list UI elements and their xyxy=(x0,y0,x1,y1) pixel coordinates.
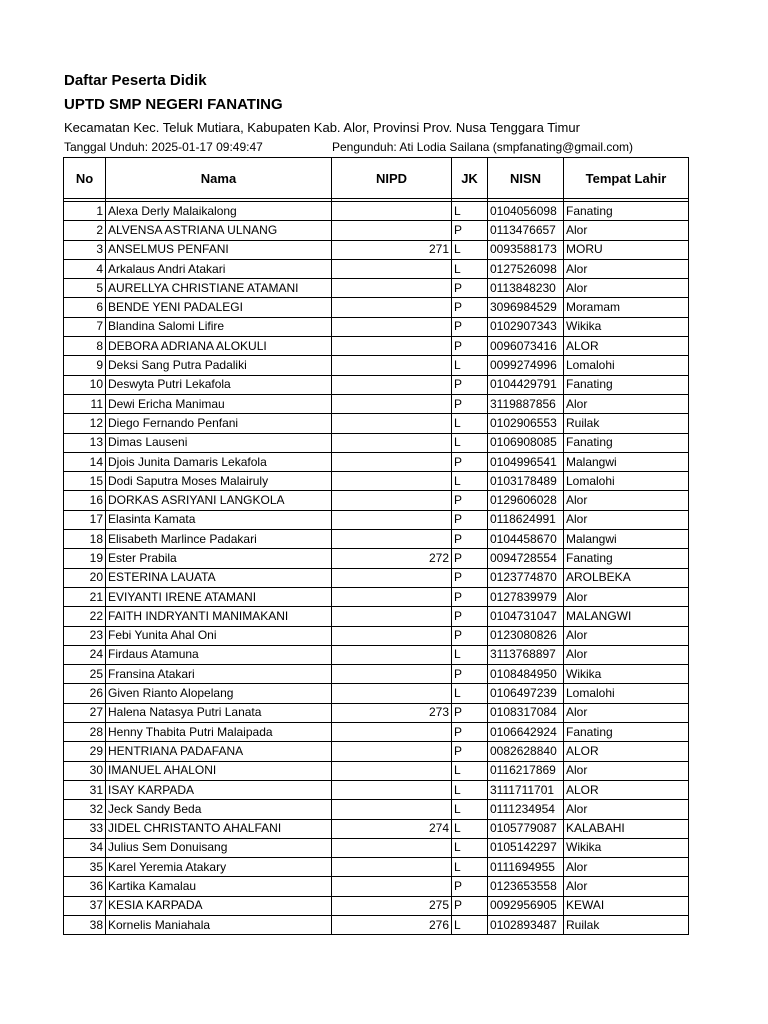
cell-nipd xyxy=(332,607,452,626)
cell-nipd xyxy=(332,433,452,452)
cell-jk: P xyxy=(452,665,488,684)
cell-nipd xyxy=(332,356,452,375)
cell-nama: Elasinta Kamata xyxy=(106,510,332,529)
cell-no: 9 xyxy=(64,356,106,375)
cell-jk: P xyxy=(452,394,488,413)
cell-no: 19 xyxy=(64,549,106,568)
cell-nisn: 0102906553 xyxy=(488,414,564,433)
cell-no: 18 xyxy=(64,530,106,549)
cell-no: 12 xyxy=(64,414,106,433)
table-row xyxy=(64,356,689,375)
cell-tempat-lahir: Lomalohi xyxy=(564,356,689,375)
table-row xyxy=(64,337,689,356)
cell-jk: P xyxy=(452,568,488,587)
cell-jk: P xyxy=(452,549,488,568)
cell-nama: Ester Prabila xyxy=(106,549,332,568)
cell-nama: ISAY KARPADA xyxy=(106,780,332,799)
cell-nama: Dimas Lauseni xyxy=(106,433,332,452)
cell-tempat-lahir: Ruilak xyxy=(564,414,689,433)
cell-jk: L xyxy=(452,780,488,799)
header-tempat-lahir: Tempat Lahir xyxy=(564,158,689,199)
cell-no: 11 xyxy=(64,394,106,413)
cell-nipd xyxy=(332,568,452,587)
table-row xyxy=(64,530,689,549)
cell-no: 37 xyxy=(64,896,106,915)
cell-nama: IMANUEL AHALONI xyxy=(106,761,332,780)
cell-jk: P xyxy=(452,375,488,394)
cell-jk: P xyxy=(452,317,488,336)
cell-nisn: 0118624991 xyxy=(488,510,564,529)
cell-nipd xyxy=(332,298,452,317)
cell-tempat-lahir: ALOR xyxy=(564,742,689,761)
cell-jk: P xyxy=(452,279,488,298)
table-row xyxy=(64,626,689,645)
table-row xyxy=(64,452,689,471)
cell-nipd xyxy=(332,221,452,240)
table-row xyxy=(64,703,689,722)
cell-nipd xyxy=(332,472,452,491)
downloader-info: Pengunduh: Ati Lodia Sailana (smpfanating@gmail.com) xyxy=(332,140,634,154)
cell-nisn: 0123080826 xyxy=(488,626,564,645)
cell-tempat-lahir: ALOR xyxy=(564,780,689,799)
cell-no: 20 xyxy=(64,568,106,587)
cell-tempat-lahir: Alor xyxy=(564,491,689,510)
cell-nama: Kartika Kamalau xyxy=(106,877,332,896)
cell-tempat-lahir: Wikika xyxy=(564,665,689,684)
cell-jk: L xyxy=(452,433,488,452)
cell-jk: P xyxy=(452,337,488,356)
document-title: Daftar Peserta Didik xyxy=(64,72,207,89)
cell-tempat-lahir: Alor xyxy=(564,394,689,413)
cell-no: 23 xyxy=(64,626,106,645)
cell-nama: Halena Natasya Putri Lanata xyxy=(106,703,332,722)
cell-jk: L xyxy=(452,202,488,221)
cell-nama: Henny Thabita Putri Malaipada xyxy=(106,723,332,742)
cell-nipd xyxy=(332,510,452,529)
cell-nama: FAITH INDRYANTI MANIMAKANI xyxy=(106,607,332,626)
cell-nipd: 274 xyxy=(332,819,452,838)
cell-jk: L xyxy=(452,838,488,857)
cell-nipd xyxy=(332,665,452,684)
cell-jk: P xyxy=(452,530,488,549)
table-row xyxy=(64,877,689,896)
cell-jk: P xyxy=(452,896,488,915)
table-row xyxy=(64,723,689,742)
cell-tempat-lahir: Alor xyxy=(564,645,689,664)
cell-nipd: 272 xyxy=(332,549,452,568)
cell-tempat-lahir: Fanating xyxy=(564,433,689,452)
cell-nipd xyxy=(332,452,452,471)
cell-nama: DEBORA ADRIANA ALOKULI xyxy=(106,337,332,356)
cell-no: 14 xyxy=(64,452,106,471)
table-row xyxy=(64,742,689,761)
table-row xyxy=(64,819,689,838)
header-nama: Nama xyxy=(106,158,332,199)
cell-no: 25 xyxy=(64,665,106,684)
cell-tempat-lahir: Wikika xyxy=(564,317,689,336)
cell-nisn: 0102893487 xyxy=(488,915,564,934)
cell-jk: P xyxy=(452,877,488,896)
cell-nama: Elisabeth Marlince Padakari xyxy=(106,530,332,549)
cell-jk: P xyxy=(452,723,488,742)
cell-nama: Blandina Salomi Lifire xyxy=(106,317,332,336)
cell-jk: P xyxy=(452,703,488,722)
cell-jk: L xyxy=(452,915,488,934)
table-row xyxy=(64,684,689,703)
cell-nisn: 0116217869 xyxy=(488,761,564,780)
cell-nipd xyxy=(332,530,452,549)
cell-nipd: 271 xyxy=(332,240,452,259)
cell-tempat-lahir: Alor xyxy=(564,858,689,877)
cell-nama: Febi Yunita Ahal Oni xyxy=(106,626,332,645)
school-name: UPTD SMP NEGERI FANATING xyxy=(64,96,283,113)
cell-jk: L xyxy=(452,259,488,278)
header-nipd: NIPD xyxy=(332,158,452,199)
cell-no: 13 xyxy=(64,433,106,452)
cell-tempat-lahir: Alor xyxy=(564,279,689,298)
cell-nisn: 0106642924 xyxy=(488,723,564,742)
cell-jk: L xyxy=(452,800,488,819)
cell-tempat-lahir: Fanating xyxy=(564,549,689,568)
table-row xyxy=(64,780,689,799)
cell-no: 17 xyxy=(64,510,106,529)
cell-no: 32 xyxy=(64,800,106,819)
cell-nama: ESTERINA LAUATA xyxy=(106,568,332,587)
cell-tempat-lahir: AROLBEKA xyxy=(564,568,689,587)
cell-tempat-lahir: Lomalohi xyxy=(564,472,689,491)
cell-nama: KESIA KARPADA xyxy=(106,896,332,915)
table-row xyxy=(64,915,689,934)
table-row xyxy=(64,665,689,684)
cell-no: 34 xyxy=(64,838,106,857)
cell-no: 7 xyxy=(64,317,106,336)
cell-nisn: 0113848230 xyxy=(488,279,564,298)
cell-jk: P xyxy=(452,626,488,645)
cell-no: 28 xyxy=(64,723,106,742)
cell-no: 33 xyxy=(64,819,106,838)
table-row xyxy=(64,568,689,587)
cell-no: 1 xyxy=(64,202,106,221)
cell-tempat-lahir: Malangwi xyxy=(564,530,689,549)
cell-nipd xyxy=(332,684,452,703)
cell-jk: L xyxy=(452,761,488,780)
cell-tempat-lahir: Alor xyxy=(564,761,689,780)
cell-nipd xyxy=(332,858,452,877)
cell-jk: L xyxy=(452,645,488,664)
cell-nisn: 3113768897 xyxy=(488,645,564,664)
table-row xyxy=(64,491,689,510)
cell-tempat-lahir: Ruilak xyxy=(564,915,689,934)
cell-jk: P xyxy=(452,510,488,529)
table-row xyxy=(64,858,689,877)
cell-nipd xyxy=(332,723,452,742)
cell-nisn: 0123774870 xyxy=(488,568,564,587)
cell-no: 29 xyxy=(64,742,106,761)
cell-nisn: 0106497239 xyxy=(488,684,564,703)
table-row xyxy=(64,394,689,413)
table-row xyxy=(64,607,689,626)
download-date: Tanggal Unduh: 2025-01-17 09:49:47 xyxy=(64,140,263,154)
cell-tempat-lahir: Alor xyxy=(564,877,689,896)
student-table xyxy=(63,157,689,935)
cell-nama: Deksi Sang Putra Padaliki xyxy=(106,356,332,375)
cell-no: 15 xyxy=(64,472,106,491)
table-row xyxy=(64,279,689,298)
table-row xyxy=(64,298,689,317)
cell-tempat-lahir: KALABAHI xyxy=(564,819,689,838)
table-row xyxy=(64,587,689,606)
cell-nisn: 0105779087 xyxy=(488,819,564,838)
cell-nipd: 273 xyxy=(332,703,452,722)
header-nisn: NISN xyxy=(488,158,564,199)
cell-nipd: 276 xyxy=(332,915,452,934)
cell-nama: ALVENSA ASTRIANA ULNANG xyxy=(106,221,332,240)
cell-tempat-lahir: ALOR xyxy=(564,337,689,356)
cell-nama: JIDEL CHRISTANTO AHALFANI xyxy=(106,819,332,838)
cell-no: 30 xyxy=(64,761,106,780)
cell-jk: P xyxy=(452,587,488,606)
cell-no: 6 xyxy=(64,298,106,317)
cell-no: 2 xyxy=(64,221,106,240)
cell-nisn: 3096984529 xyxy=(488,298,564,317)
table-row xyxy=(64,433,689,452)
cell-nama: Alexa Derly Malaikalong xyxy=(106,202,332,221)
cell-nisn: 0082628840 xyxy=(488,742,564,761)
table-row xyxy=(64,221,689,240)
cell-nisn: 0111694955 xyxy=(488,858,564,877)
table-row xyxy=(64,472,689,491)
cell-nisn: 0113476657 xyxy=(488,221,564,240)
cell-nama: Deswyta Putri Lekafola xyxy=(106,375,332,394)
table-header-row xyxy=(64,158,689,199)
cell-nipd xyxy=(332,259,452,278)
cell-nisn: 0096073416 xyxy=(488,337,564,356)
cell-no: 24 xyxy=(64,645,106,664)
cell-nisn: 0106908085 xyxy=(488,433,564,452)
cell-nama: HENTRIANA PADAFANA xyxy=(106,742,332,761)
cell-tempat-lahir: MORU xyxy=(564,240,689,259)
cell-jk: L xyxy=(452,684,488,703)
cell-no: 5 xyxy=(64,279,106,298)
cell-nama: Jeck Sandy Beda xyxy=(106,800,332,819)
cell-no: 8 xyxy=(64,337,106,356)
cell-nisn: 0092956905 xyxy=(488,896,564,915)
cell-nama: Firdaus Atamuna xyxy=(106,645,332,664)
cell-nisn: 0108317084 xyxy=(488,703,564,722)
cell-jk: L xyxy=(452,858,488,877)
table-row xyxy=(64,510,689,529)
table-body xyxy=(64,199,689,935)
cell-nama: AURELLYA CHRISTIANE ATAMANI xyxy=(106,279,332,298)
table-row xyxy=(64,414,689,433)
cell-nama: Arkalaus Andri Atakari xyxy=(106,259,332,278)
cell-nipd xyxy=(332,800,452,819)
cell-tempat-lahir: Fanating xyxy=(564,723,689,742)
cell-nama: Kornelis Maniahala xyxy=(106,915,332,934)
cell-no: 3 xyxy=(64,240,106,259)
cell-nipd xyxy=(332,838,452,857)
cell-nipd xyxy=(332,780,452,799)
cell-nisn: 0127526098 xyxy=(488,259,564,278)
cell-no: 36 xyxy=(64,877,106,896)
cell-jk: L xyxy=(452,819,488,838)
cell-nipd xyxy=(332,742,452,761)
cell-jk: P xyxy=(452,607,488,626)
cell-nisn: 0129606028 xyxy=(488,491,564,510)
table-row xyxy=(64,317,689,336)
cell-no: 22 xyxy=(64,607,106,626)
cell-nipd xyxy=(332,587,452,606)
cell-nisn: 3111711701 xyxy=(488,780,564,799)
cell-no: 31 xyxy=(64,780,106,799)
cell-jk: P xyxy=(452,742,488,761)
cell-jk: P xyxy=(452,491,488,510)
cell-nisn: 0108484950 xyxy=(488,665,564,684)
cell-no: 35 xyxy=(64,858,106,877)
cell-no: 4 xyxy=(64,259,106,278)
table-row xyxy=(64,838,689,857)
cell-nipd xyxy=(332,317,452,336)
cell-jk: P xyxy=(452,452,488,471)
cell-jk: L xyxy=(452,472,488,491)
cell-nisn: 0093588173 xyxy=(488,240,564,259)
cell-tempat-lahir: Lomalohi xyxy=(564,684,689,703)
table-row xyxy=(64,896,689,915)
cell-tempat-lahir: Alor xyxy=(564,800,689,819)
cell-tempat-lahir: Alor xyxy=(564,703,689,722)
cell-nipd xyxy=(332,375,452,394)
cell-nisn: 0104458670 xyxy=(488,530,564,549)
cell-tempat-lahir: Alor xyxy=(564,259,689,278)
cell-nipd xyxy=(332,877,452,896)
cell-nipd xyxy=(332,626,452,645)
cell-nisn: 0094728554 xyxy=(488,549,564,568)
cell-tempat-lahir: Fanating xyxy=(564,375,689,394)
header-no: No xyxy=(64,158,106,199)
cell-nipd xyxy=(332,645,452,664)
cell-nama: Dewi Ericha Manimau xyxy=(106,394,332,413)
cell-tempat-lahir: KEWAI xyxy=(564,896,689,915)
table-row xyxy=(64,645,689,664)
table-row xyxy=(64,800,689,819)
cell-jk: L xyxy=(452,240,488,259)
cell-tempat-lahir: Moramam xyxy=(564,298,689,317)
cell-nisn: 0123653558 xyxy=(488,877,564,896)
table-row xyxy=(64,549,689,568)
table-row xyxy=(64,761,689,780)
cell-nama: BENDE YENI PADALEGI xyxy=(106,298,332,317)
cell-no: 16 xyxy=(64,491,106,510)
cell-tempat-lahir: Malangwi xyxy=(564,452,689,471)
cell-tempat-lahir: Alor xyxy=(564,221,689,240)
cell-nama: ANSELMUS PENFANI xyxy=(106,240,332,259)
cell-tempat-lahir: Wikika xyxy=(564,838,689,857)
cell-no: 26 xyxy=(64,684,106,703)
cell-jk: L xyxy=(452,414,488,433)
cell-nipd xyxy=(332,761,452,780)
cell-nama: Given Rianto Alopelang xyxy=(106,684,332,703)
cell-nama: Dodi Saputra Moses Malairuly xyxy=(106,472,332,491)
cell-no: 21 xyxy=(64,587,106,606)
table-row xyxy=(64,202,689,221)
cell-tempat-lahir: Fanating xyxy=(564,202,689,221)
cell-nipd xyxy=(332,491,452,510)
cell-nisn: 0104996541 xyxy=(488,452,564,471)
cell-nama: Fransina Atakari xyxy=(106,665,332,684)
cell-nama: Djois Junita Damaris Lekafola xyxy=(106,452,332,471)
cell-nisn: 0104056098 xyxy=(488,202,564,221)
cell-nisn: 0103178489 xyxy=(488,472,564,491)
table-row xyxy=(64,240,689,259)
cell-nipd xyxy=(332,394,452,413)
cell-nisn: 0127839979 xyxy=(488,587,564,606)
cell-nisn: 0104731047 xyxy=(488,607,564,626)
table-row xyxy=(64,375,689,394)
cell-nama: DORKAS ASRIYANI LANGKOLA xyxy=(106,491,332,510)
cell-nisn: 0099274996 xyxy=(488,356,564,375)
cell-nipd xyxy=(332,279,452,298)
cell-nisn: 0111234954 xyxy=(488,800,564,819)
cell-nipd xyxy=(332,337,452,356)
cell-jk: L xyxy=(452,356,488,375)
cell-jk: P xyxy=(452,298,488,317)
cell-nama: Diego Fernando Penfani xyxy=(106,414,332,433)
header-jk: JK xyxy=(452,158,488,199)
cell-nisn: 0102907343 xyxy=(488,317,564,336)
cell-no: 10 xyxy=(64,375,106,394)
location-line: Kecamatan Kec. Teluk Mutiara, Kabupaten Kab. Alor, Provinsi Prov. Nusa Tenggara Timur xyxy=(64,120,580,135)
cell-no: 38 xyxy=(64,915,106,934)
cell-jk: P xyxy=(452,221,488,240)
table-row xyxy=(64,259,689,278)
cell-tempat-lahir: Alor xyxy=(564,626,689,645)
cell-nipd xyxy=(332,202,452,221)
cell-nisn: 0105142297 xyxy=(488,838,564,857)
cell-nisn: 3119887856 xyxy=(488,394,564,413)
cell-nipd xyxy=(332,414,452,433)
cell-nama: Karel Yeremia Atakary xyxy=(106,858,332,877)
cell-nama: EVIYANTI IRENE ATAMANI xyxy=(106,587,332,606)
cell-nipd: 275 xyxy=(332,896,452,915)
cell-tempat-lahir: Alor xyxy=(564,587,689,606)
cell-nama: Julius Sem Donuisang xyxy=(106,838,332,857)
cell-nisn: 0104429791 xyxy=(488,375,564,394)
cell-tempat-lahir: Alor xyxy=(564,510,689,529)
cell-tempat-lahir: MALANGWI xyxy=(564,607,689,626)
cell-no: 27 xyxy=(64,703,106,722)
